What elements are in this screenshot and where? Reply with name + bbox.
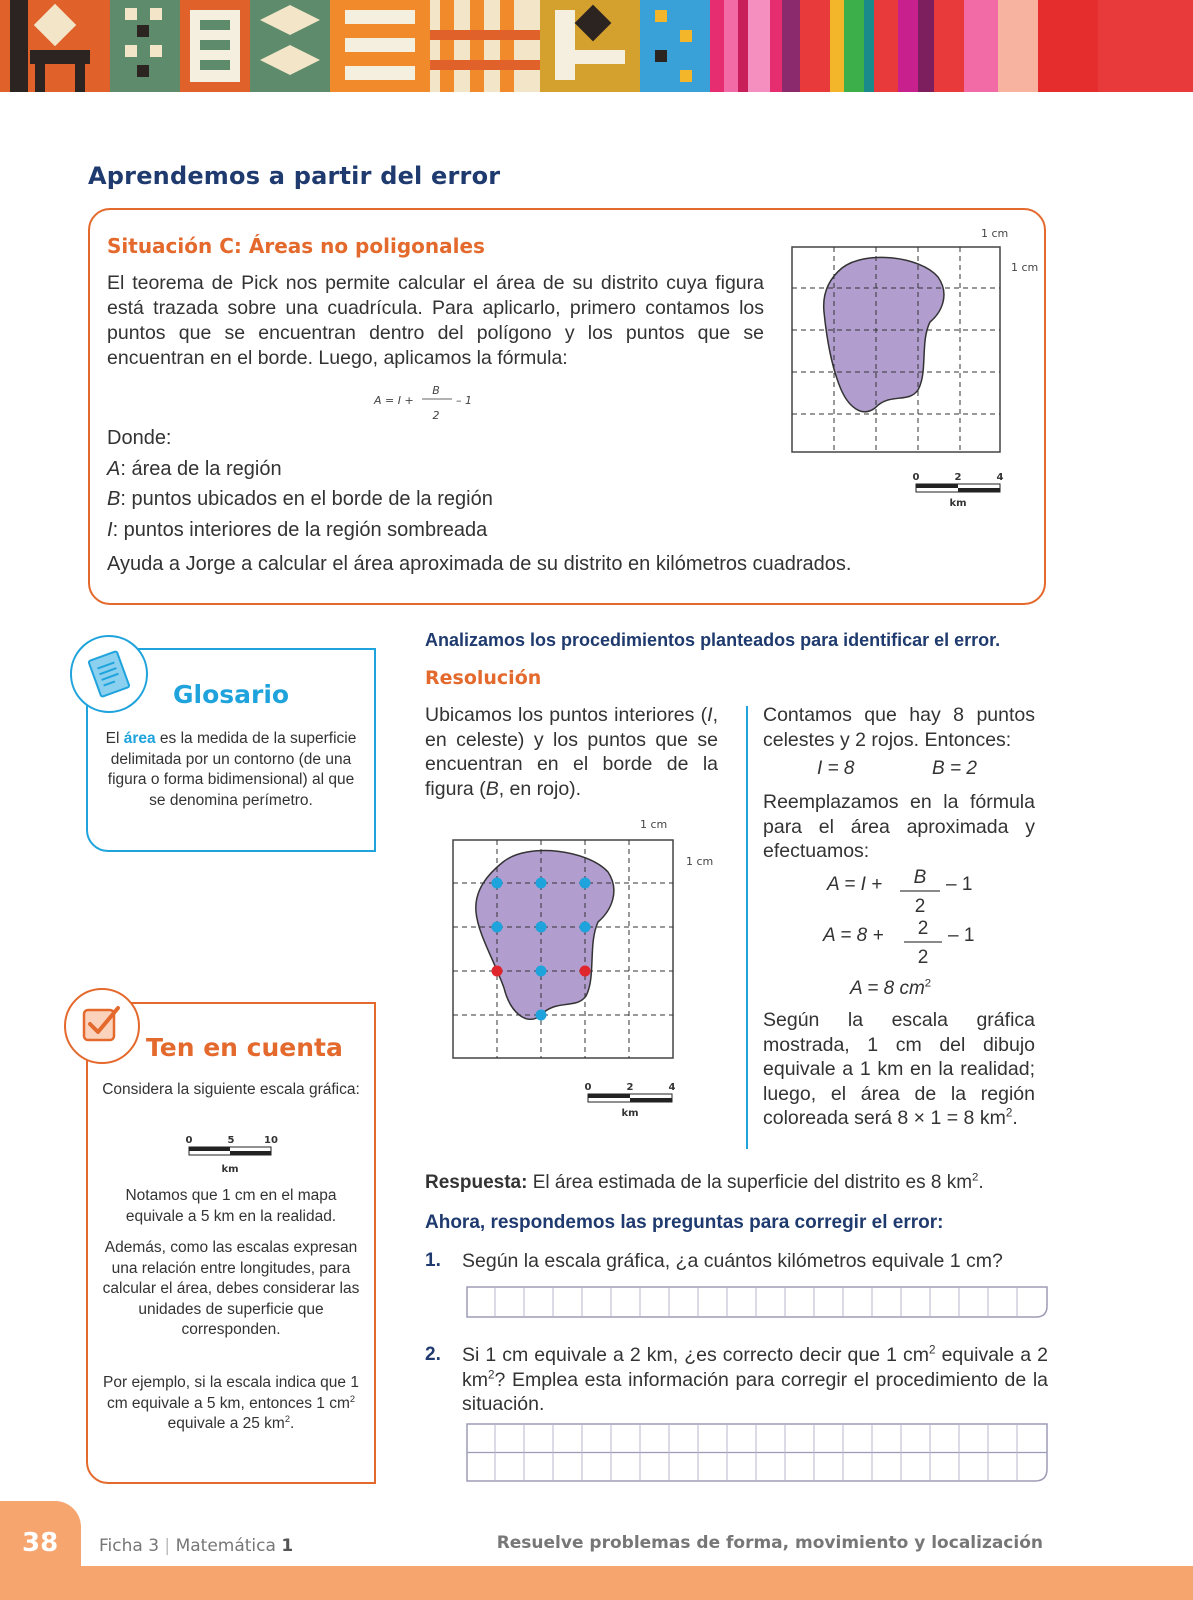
scale-4: 4 xyxy=(996,472,1004,483)
resolution-right-p2: Reemplazamos en la fórmula para el área aproximada y efectuamos: xyxy=(763,791,1035,862)
interior-point xyxy=(536,922,547,933)
interior-point xyxy=(492,878,503,889)
figure-label-top: 1 cm xyxy=(981,227,1009,240)
resolution-title: Resolución xyxy=(425,667,542,689)
answer-field-2[interactable] xyxy=(466,1423,1048,1482)
scale-ex-5: 5 xyxy=(227,1135,235,1146)
eq1-num: B xyxy=(913,867,927,888)
eq1-left: A = I + xyxy=(827,874,883,895)
formula-left: A = I + xyxy=(374,394,414,407)
section-title: Aprendemos a partir del error xyxy=(88,162,501,190)
task-text: Ayuda a Jorge a calcular el área aproximada de su distrito en kilómetros cuadrados. xyxy=(107,553,852,575)
eq2-left: A = 8 + xyxy=(823,925,884,946)
interior-point xyxy=(492,922,503,933)
glossary-text: El área es la medida de la superficie delimitada por un contorno (de una figura o forma bidimensional) al que se denomina perímetro. xyxy=(105,730,357,809)
donde-label: Donde: xyxy=(107,427,172,449)
footer-competency: Resuelve problemas de forma, movimiento y localización xyxy=(496,1533,1043,1553)
resolution-right-p1: Contamos que hay 8 puntos celestes y 2 rojos. Entonces: xyxy=(763,704,1035,751)
figure-label-side: 1 cm xyxy=(1011,261,1039,274)
interior-point xyxy=(580,922,591,933)
interior-point xyxy=(536,1010,547,1021)
answer-field-1[interactable] xyxy=(466,1286,1048,1318)
equation-1 xyxy=(820,866,1000,920)
equation-2 xyxy=(820,917,1000,971)
formula-right: – 1 xyxy=(456,394,472,407)
analysis-heading: Analizamos los procedimientos planteados para identificar el error. xyxy=(425,630,1001,650)
question-2-text: Si 1 cm equivale a 2 km, ¿es correcto decir que 1 $cm^2$ equivale a 2 $km^2$? Emplea esta información para corregir el procedimiento de la situación. xyxy=(462,1343,1048,1415)
res-scale-2: 2 xyxy=(626,1082,634,1093)
textile-banner xyxy=(0,0,1193,92)
scale-2: 2 xyxy=(954,472,962,483)
question-2-number: 2. xyxy=(425,1344,441,1365)
answer-line: Respuesta: El área estimada de la superficie del distrito es 8 $km^2$. xyxy=(425,1171,984,1193)
ten-p4: Por ejemplo, si la escala indica que 1 cm equivale a 5 km, entonces 1 $cm^2$ equivale a 25 $km^2$. xyxy=(103,1374,359,1432)
res-figure-label-top: 1 cm xyxy=(640,818,668,831)
def-i: I: puntos interiores de la región sombreada xyxy=(107,519,488,541)
pick-formula xyxy=(370,383,500,430)
book-icon xyxy=(70,635,148,713)
question-1-number: 1. xyxy=(425,1250,441,1271)
district-figure xyxy=(780,222,1050,517)
scale-ex-unit: km xyxy=(221,1164,239,1175)
res-scale-4: 4 xyxy=(668,1082,676,1093)
interior-point xyxy=(536,878,547,889)
res-scale-unit: km xyxy=(621,1108,639,1119)
res-figure-label-side: 1 cm xyxy=(686,855,714,868)
resolution-left-text: Ubicamos los puntos interiores (I, en celeste) y los puntos que se encuentran en el borde de la figura (B, en rojo). xyxy=(425,704,718,800)
eq2-num: 2 xyxy=(917,918,929,939)
situation-paragraph: El teorema de Pick nos permite calcular el área de su distrito cuya figura está trazada sobre una cuadrícula. Para aplicarlo, primero contamos los puntos que se encuentran dentro del polígono y los puntos que se encuentran en el borde. Luego, aplicamos la fórmula: xyxy=(107,272,764,369)
footer-bar xyxy=(0,1566,1193,1600)
res-scale-0: 0 xyxy=(584,1082,592,1093)
ten-en-cuenta-title: Ten en cuenta xyxy=(146,1033,343,1062)
footer-ficha: Ficha 3 | Matemática 1 xyxy=(99,1536,294,1556)
resolution-right-p3: Según la escala gráfica mostrada, 1 cm del dibujo equivale a 1 km en la realidad; luego, el área de la región coloreada será 8 × 1 = 8 $km^2$. xyxy=(763,1009,1035,1129)
question-1-text: Según la escala gráfica, ¿a cuántos kilómetros equivale 1 cm? xyxy=(462,1250,1003,1272)
checkbox-icon xyxy=(64,988,140,1064)
ten-p2: Notamos que 1 cm en el mapa equivale a 5 km en la realidad. xyxy=(125,1187,337,1225)
scale-bar-example xyxy=(180,1132,280,1178)
eq2-den: 2 xyxy=(917,947,929,968)
page-number: 38 xyxy=(22,1528,59,1558)
eq2-right: – 1 xyxy=(948,925,975,946)
def-a: A: área de la región xyxy=(107,458,282,480)
def-b: B: puntos ubicados en el borde de la región xyxy=(107,488,493,510)
scale-ex-0: 0 xyxy=(185,1135,193,1146)
correction-heading: Ahora, respondemos las preguntas para corregir el error: xyxy=(425,1212,944,1233)
glossary-title: Glosario xyxy=(173,680,290,709)
scale-0: 0 xyxy=(912,472,920,483)
column-divider xyxy=(746,706,748,1149)
interior-point xyxy=(580,878,591,889)
eq-3: A = 8 $cm^2$ xyxy=(850,977,932,999)
border-point xyxy=(580,966,591,977)
ten-p1: Considera la siguiente escala gráfica: xyxy=(102,1081,360,1098)
ten-p3: Además, como las escalas expresan una relación entre longitudes, para calcular el área, debes considerar las unidades de superficie que corresponden. xyxy=(102,1239,360,1338)
eq1-den: 2 xyxy=(914,896,926,917)
formula-num: B xyxy=(432,384,440,397)
resolution-figure xyxy=(448,812,718,1124)
interior-point xyxy=(536,966,547,977)
eq-b: B = 2 xyxy=(932,758,977,779)
eq1-right: – 1 xyxy=(946,874,973,895)
scale-ex-10: 10 xyxy=(264,1135,278,1146)
formula-den: 2 xyxy=(432,409,440,422)
scale-unit: km xyxy=(949,498,967,509)
border-point xyxy=(492,966,503,977)
situation-title: Situación C: Áreas no poligonales xyxy=(107,234,485,258)
eq-i: I = 8 xyxy=(817,758,855,779)
